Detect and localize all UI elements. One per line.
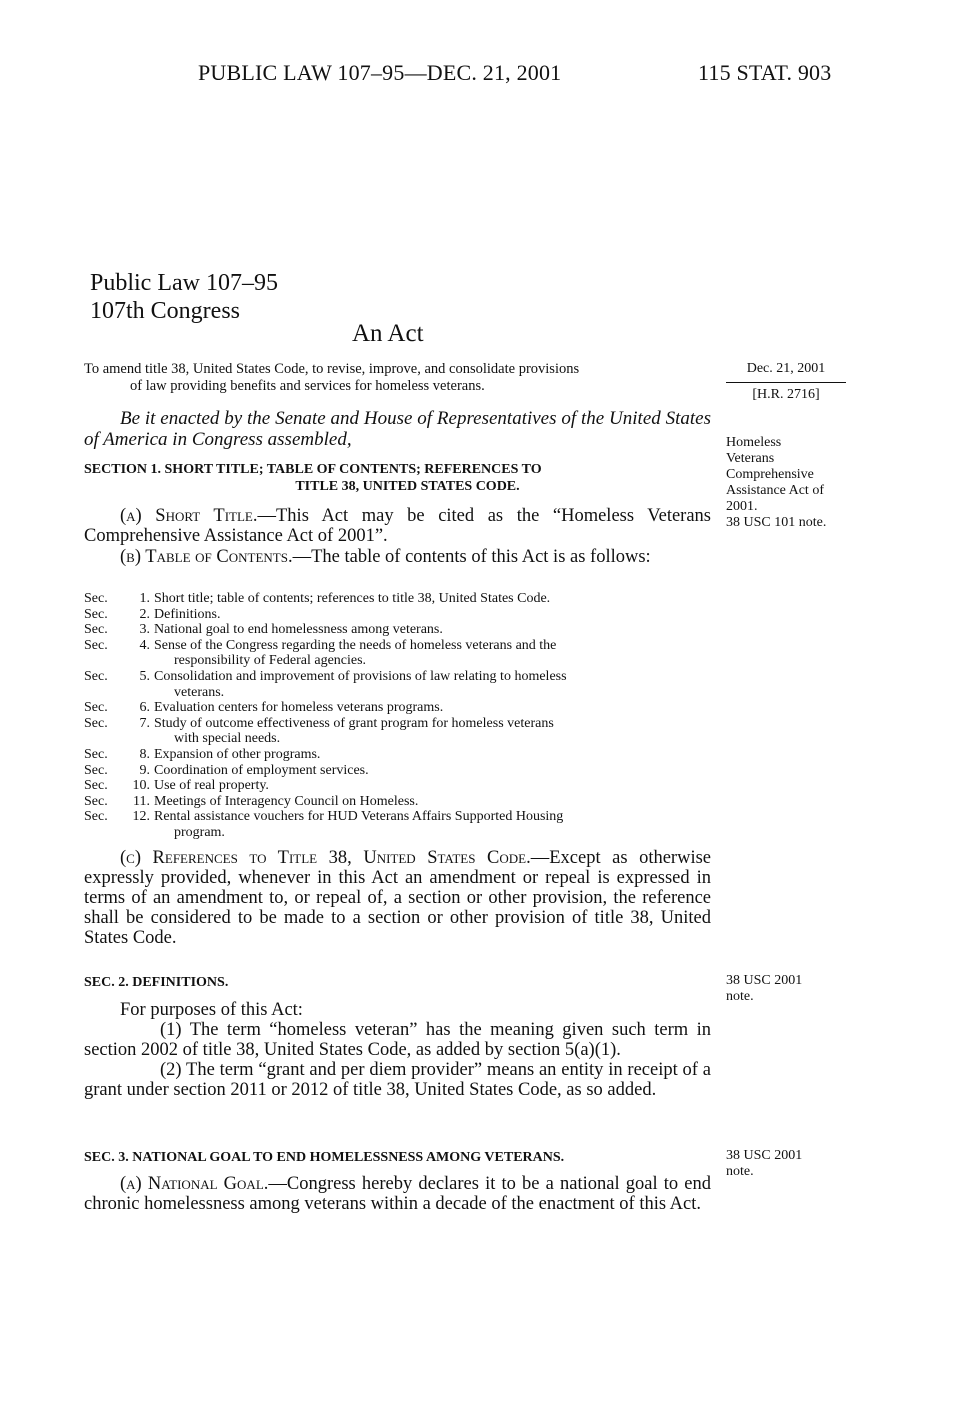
enactment-date: Dec. 21, 2001 — [746, 361, 826, 376]
toc-entry — [84, 607, 711, 623]
toc-title-line: National goal to end homelessness among veterans. — [154, 622, 443, 638]
definition-homeless-veteran: (1) The term “homeless veteran” has the meaning given such term in section 2002 of title 38, United States Code, as added by section 5(a)(1). — [84, 1020, 711, 1060]
toc-sec-label: Sec. — [84, 606, 108, 622]
toc-entry — [84, 794, 711, 810]
toc-sec-label: Sec. — [84, 622, 108, 638]
section-1-references — [84, 848, 711, 948]
congress-label: 107th Congress — [90, 298, 240, 324]
margin-note-line: Veterans — [726, 451, 775, 466]
section-2-intro: For purposes of this Act: — [120, 1000, 303, 1020]
toc-sec-number: 2. — [139, 606, 150, 622]
subsection-label: (b) Table of Contents. — [120, 547, 293, 567]
section-2-heading: SEC. 2. DEFINITIONS. — [84, 975, 229, 990]
toc-sec-title — [154, 591, 711, 607]
toc-sec-title — [154, 747, 711, 763]
toc-sec-title — [154, 669, 711, 700]
margin-note-line: note. — [726, 1164, 754, 1179]
bill-number: [H.R. 2716] — [752, 387, 820, 402]
subsection-text: —The table of contents of this Act is as follows: — [292, 547, 651, 567]
section-2-citation — [726, 973, 856, 1005]
section-3-citation — [726, 1148, 856, 1180]
toc-entry — [84, 638, 711, 669]
toc-entry — [84, 716, 711, 747]
toc-sec-title — [154, 794, 711, 810]
toc-sec-label: Sec. — [84, 668, 108, 684]
margin-note-line: note. — [726, 989, 754, 1004]
toc-title-line: Evaluation centers for homeless veterans programs. — [154, 700, 444, 716]
toc-title-continuation: program. — [174, 824, 225, 840]
subsection-text: —Except as otherwise expressly provided, whenever in this Act an amendment or repeal is expressed in terms of an amendment to, or repeal of, a section or other provision, the reference shall be considered to be made to a section or other provision of title 38, United States Code. — [84, 848, 712, 948]
toc-sec-title — [154, 716, 711, 747]
toc-sec-number: 3. — [139, 622, 150, 638]
toc-sec-label: Sec. — [84, 700, 108, 716]
toc-sec-title — [154, 622, 711, 638]
enacting-clause — [84, 408, 711, 450]
section-1-table-of-contents-intro — [84, 547, 711, 567]
toc-title-line: Meetings of Interagency Council on Homeless. — [154, 793, 419, 809]
toc-title-line: Short title; table of contents; references to title 38, United States Code. — [154, 591, 551, 606]
toc-sec-label: Sec. — [84, 591, 108, 606]
section-1-heading-line-2: TITLE 38, UNITED STATES CODE. — [295, 479, 520, 494]
toc-sec-title — [154, 607, 711, 623]
section-1-citation: 38 USC 101 note. — [726, 515, 827, 530]
toc-sec-title — [154, 700, 711, 716]
toc-sec-title — [154, 638, 711, 669]
table-of-contents — [84, 591, 711, 841]
toc-title-line: Expansion of other programs. — [154, 746, 321, 762]
toc-sec-number: 4. — [139, 637, 150, 653]
toc-sec-number: 7. — [139, 715, 150, 731]
toc-sec-label: Sec. — [84, 778, 108, 794]
toc-sec-number: 10. — [132, 778, 150, 794]
toc-title-line: Consolidation and improvement of provisions of law relating to homeless — [154, 668, 567, 684]
toc-entry — [84, 700, 711, 716]
toc-sec-number: 8. — [139, 746, 150, 762]
section-1-short-title — [84, 506, 711, 546]
toc-entry — [84, 669, 711, 700]
toc-entry — [84, 809, 711, 840]
margin-note-line: Homeless — [726, 435, 782, 450]
subsection-text: —This Act may be cited as the “Homeless Veterans Comprehensive Assistance Act of 2001”. — [84, 506, 711, 546]
purpose-line-1: To amend title 38, United States Code, to revise, improve, and consolidate provisions — [84, 361, 580, 377]
enactment-date-box — [726, 361, 846, 403]
margin-note-line: 2001. — [726, 499, 758, 514]
margin-note-line: Assistance Act of — [726, 483, 824, 498]
toc-sec-label: Sec. — [84, 762, 108, 778]
toc-sec-number: 6. — [139, 700, 150, 716]
subsection-label: (a) National Goal. — [120, 1174, 269, 1194]
toc-title-continuation: veterans. — [174, 684, 225, 700]
toc-sec-number: 5. — [139, 668, 150, 684]
toc-title-line: Definitions. — [154, 606, 221, 622]
section-3-national-goal — [84, 1174, 711, 1214]
purpose-line-2: of law providing benefits and services for homeless veterans. — [130, 378, 485, 394]
toc-sec-title — [154, 763, 711, 779]
section-2-body — [84, 1000, 711, 1100]
section-1-heading-line-1: SECTION 1. SHORT TITLE; TABLE OF CONTENTS; REFERENCES TO — [84, 462, 542, 477]
toc-entry — [84, 747, 711, 763]
toc-sec-title — [154, 778, 711, 794]
toc-sec-label: Sec. — [84, 809, 108, 825]
section-3-heading: SEC. 3. NATIONAL GOAL TO END HOMELESSNESS AMONG VETERANS. — [84, 1150, 565, 1165]
margin-note-line: Comprehensive — [726, 467, 814, 482]
toc-title-line: Sense of the Congress regarding the needs of homeless veterans and the — [154, 637, 557, 653]
enacting-clause-text: Be it enacted by the Senate and House of Representatives of the United States of America in Congress assembled, — [84, 408, 711, 450]
subsection-label: (c) References to Title 38, United States Code. — [120, 848, 531, 868]
toc-sec-label: Sec. — [84, 637, 108, 653]
toc-sec-title — [154, 809, 711, 840]
toc-title-continuation: responsibility of Federal agencies. — [174, 653, 367, 669]
toc-sec-number: 1. — [139, 591, 150, 606]
toc-sec-number: 12. — [132, 809, 150, 825]
section-1-heading — [84, 461, 711, 495]
subsection-label: (a) Short Title. — [120, 506, 258, 526]
toc-sec-number: 11. — [133, 793, 150, 809]
running-head-title: PUBLIC LAW 107–95—DEC. 21, 2001 — [198, 60, 562, 85]
margin-note-line: 38 USC 2001 — [726, 1148, 803, 1163]
toc-title-line: Use of real property. — [154, 778, 269, 794]
toc-title-continuation: with special needs. — [174, 731, 281, 747]
act-purpose — [84, 361, 712, 395]
toc-sec-number: 9. — [139, 762, 150, 778]
toc-entry — [84, 622, 711, 638]
toc-sec-label: Sec. — [84, 793, 108, 809]
subsection-text: —Congress hereby declares it to be a national goal to end chronic homelessness among veterans within a decade of the enactment of this Act. — [84, 1174, 711, 1214]
toc-title-line: Coordination of employment services. — [154, 762, 369, 778]
act-heading: An Act — [352, 320, 424, 347]
toc-entry — [84, 778, 711, 794]
toc-title-line: Study of outcome effectiveness of grant program for homeless veterans — [154, 715, 554, 731]
margin-note-line: 38 USC 2001 — [726, 973, 803, 988]
public-law-number: Public Law 107–95 — [90, 270, 278, 296]
toc-sec-label: Sec. — [84, 746, 108, 762]
toc-entry — [84, 591, 711, 607]
page-reference: 115 STAT. 903 — [698, 60, 832, 85]
definition-grant-provider: (2) The term “grant and per diem provider” means an entity in receipt of a grant under section 2011 or 2012 of title 38, United States Code, as so added. — [84, 1060, 711, 1100]
date-divider — [726, 382, 846, 383]
toc-title-line: Rental assistance vouchers for HUD Veterans Affairs Supported Housing — [154, 809, 564, 825]
toc-entry — [84, 763, 711, 779]
short-title-margin-note — [726, 435, 856, 515]
toc-sec-label: Sec. — [84, 715, 108, 731]
